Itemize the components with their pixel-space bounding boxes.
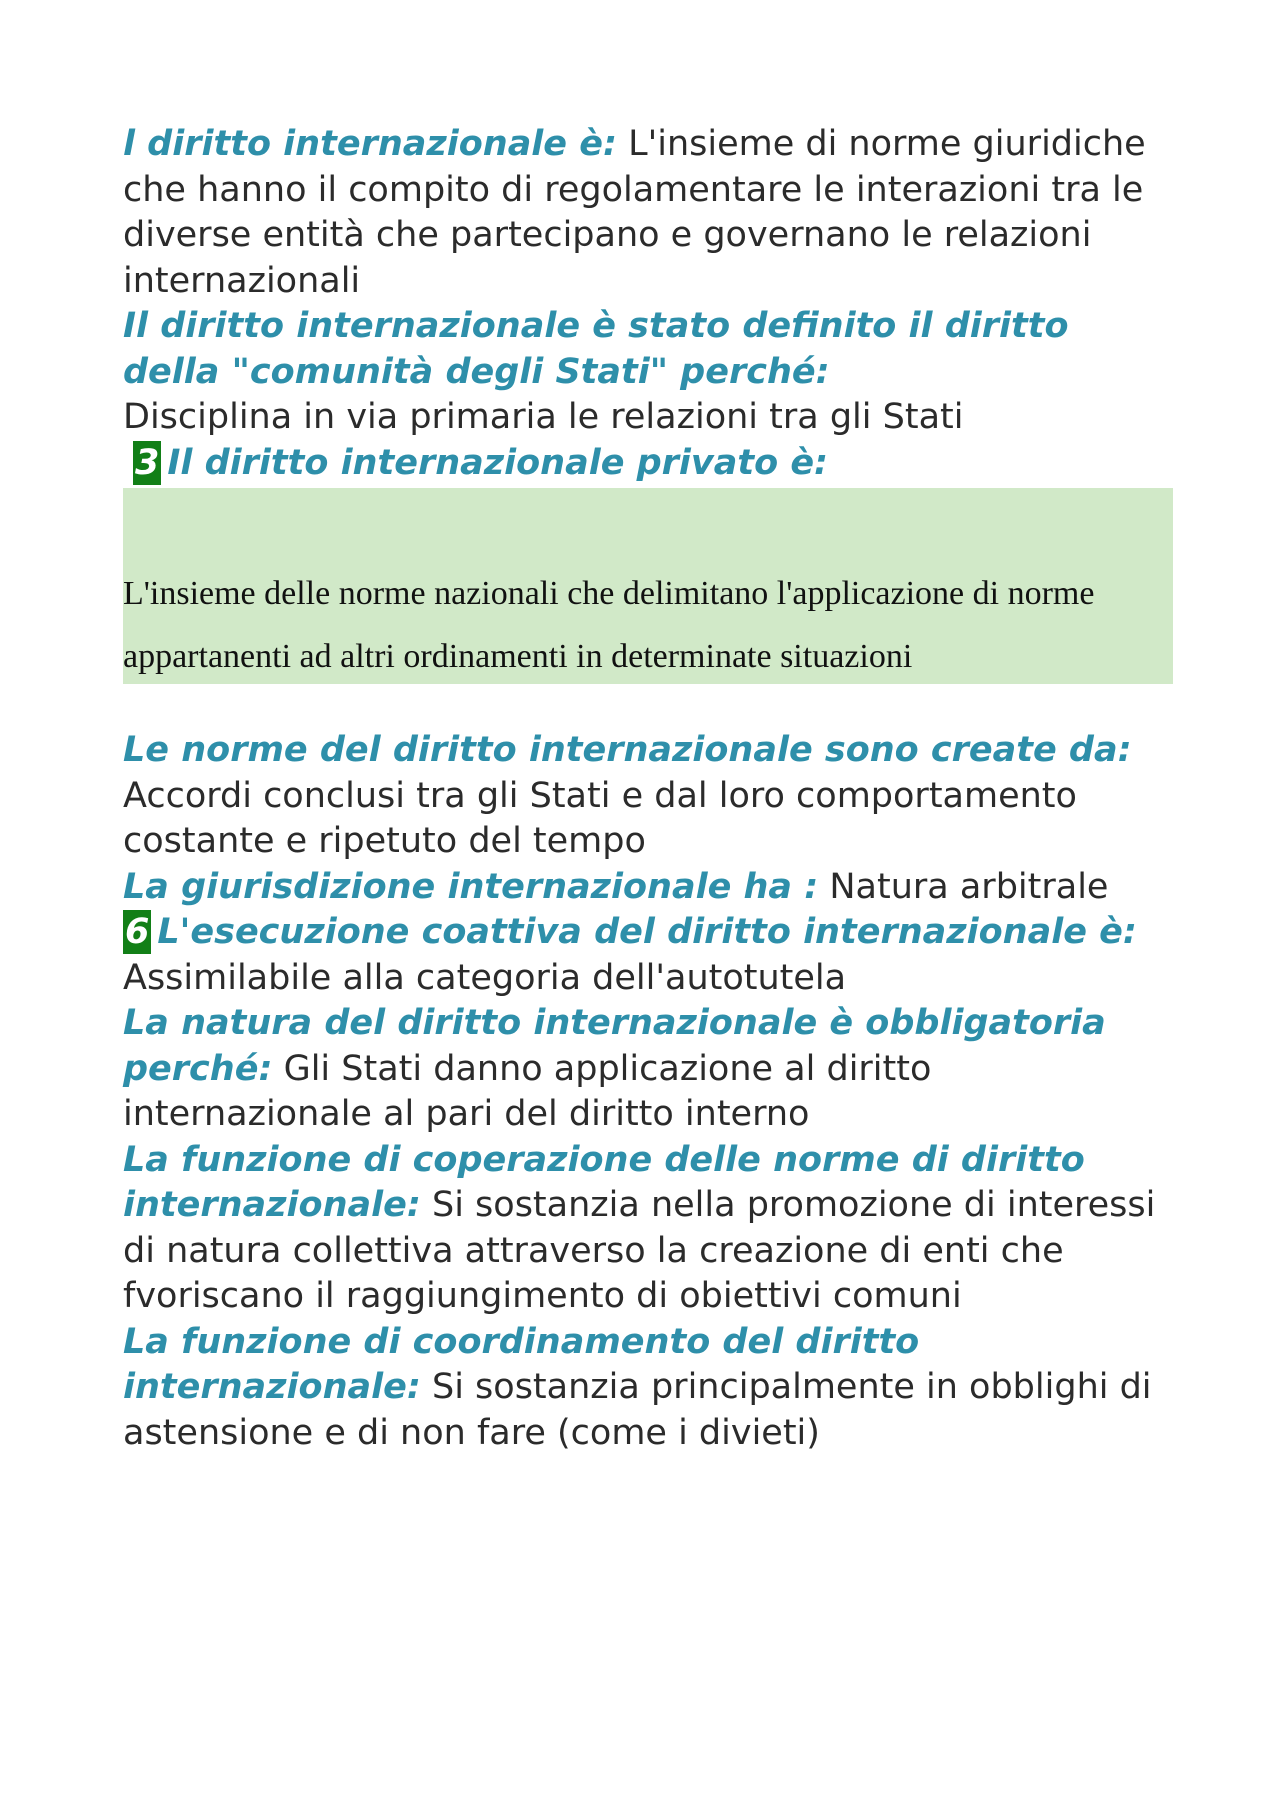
answer-6: Assimilabile alla categoria dell'autotutela: [123, 957, 847, 998]
highlighted-answer-box: [123, 488, 1173, 684]
entry-9: [123, 1320, 1173, 1457]
answer-7: Gli Stati danno applicazione al diritto internazionale al pari del diritto interno: [123, 1048, 932, 1134]
entry-3: [123, 441, 1173, 487]
entry-1: [123, 122, 1173, 304]
entry-8: [123, 1138, 1173, 1320]
number-badge-6: 6: [125, 912, 150, 952]
number-badge-3: 3: [135, 442, 160, 483]
answer-8: Si sostanzia nella promozione di interessi di natura collettiva attraverso la creazione di enti che fvoriscano il raggiungimento di obiettivi comuni: [123, 1185, 1156, 1316]
entry-7: [123, 1001, 1173, 1138]
entry-2: [123, 304, 1173, 441]
answer-3: L'insieme delle norme nazionali che delimitano l'applicazione di norme appartanenti ad altri ordinamenti in determinate situazioni: [123, 575, 1095, 675]
question-6: L'esecuzione coattiva del diritto internazionale è:: [157, 912, 1137, 952]
entry-5: [123, 865, 1173, 911]
question-2: Il diritto internazionale è stato definito il diritto della "comunità degli Stati" perché:: [123, 306, 1069, 392]
question-1: l diritto internazionale è:: [123, 124, 617, 164]
question-8: La funzione di coperazione delle norme di diritto internazionale:: [123, 1139, 1085, 1225]
answer-1: L'insieme di norme giuridiche che hanno il compito di regolamentare le interazioni tra le diverse entità che partecipano e governano le relazioni internazionali: [123, 124, 1146, 301]
answer-9: Si sostanzia principalmente in obblighi di astensione e di non fare (come i divieti): [123, 1367, 1152, 1453]
spacer: [123, 684, 1173, 728]
answer-2: Disciplina in via primaria le relazioni tra gli Stati: [123, 397, 964, 437]
question-9: La funzione di coordinamento del diritto internazionale:: [123, 1321, 920, 1407]
entry-6: [123, 910, 1173, 1001]
answer-5: Natura arbitrale: [818, 866, 1109, 907]
document-page: [123, 122, 1173, 1456]
answer-4: Accordi conclusi tra gli Stati e dal loro comportamento costante e ripetuto del tempo: [123, 775, 1077, 861]
question-7: La natura del diritto internazionale è obbligatoria perché:: [123, 1003, 1106, 1089]
entry-4: [123, 728, 1173, 865]
question-3: Il diritto internazionale privato è:: [167, 442, 829, 483]
question-5: La giurisdizione internazionale ha :: [123, 866, 819, 907]
question-4: Le norme del diritto internazionale sono create da:: [123, 730, 1132, 770]
